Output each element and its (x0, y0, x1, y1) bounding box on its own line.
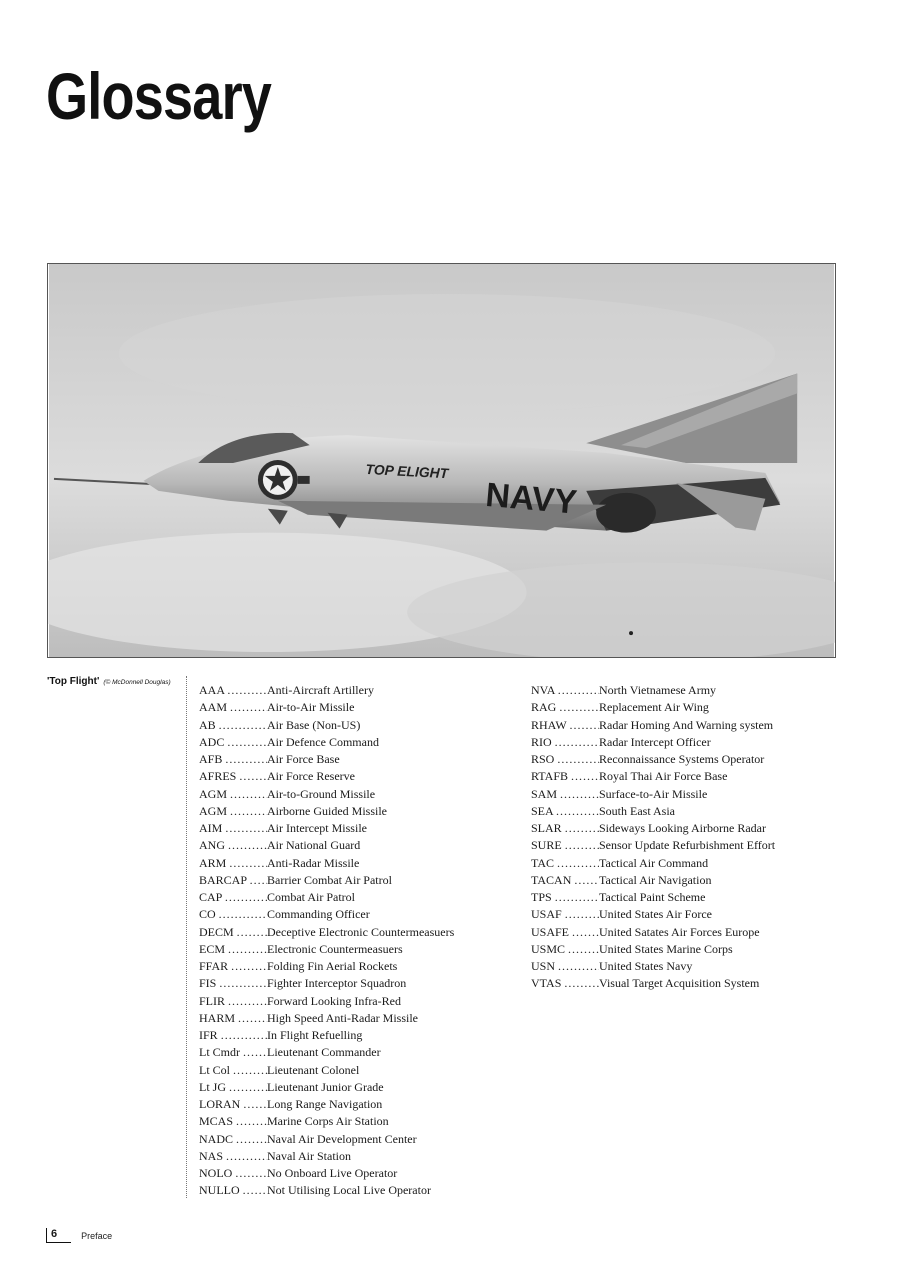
glossary-entry (199, 1044, 454, 1061)
glossary-term-box (199, 924, 267, 941)
dot-leader (236, 1113, 267, 1130)
glossary-term-box (199, 734, 267, 751)
glossary-term-box (199, 682, 267, 699)
glossary-entry (531, 751, 775, 768)
glossary-term: VTAS (531, 976, 562, 991)
glossary-term: Lt Col (199, 1062, 231, 1077)
glossary-term: SEA (531, 803, 554, 818)
glossary-term: NVA (531, 683, 555, 697)
glossary-term: AGM (199, 803, 228, 818)
glossary-term-box (531, 751, 599, 768)
glossary-term-box (199, 1182, 267, 1199)
glossary-entry (531, 820, 775, 837)
glossary-definition: United States Navy (599, 959, 693, 973)
glossary-term-box (531, 941, 599, 958)
glossary-term: AAA (199, 683, 225, 697)
glossary-entry (199, 699, 454, 716)
aircraft-name-marking: TOP ELIGHT (365, 460, 449, 482)
dot-leader (557, 855, 599, 872)
glossary-term-box (531, 717, 599, 734)
glossary-definition: Air-to-Air Missile (267, 700, 355, 715)
dot-leader (228, 993, 267, 1010)
dot-leader (564, 975, 599, 992)
dot-leader (557, 751, 599, 768)
dot-leader (228, 837, 267, 854)
glossary-entry (199, 872, 454, 889)
glossary-entry (531, 889, 775, 906)
glossary-term: RHAW (531, 717, 567, 732)
glossary-term: NADC (199, 1131, 234, 1146)
glossary-term: AB (199, 717, 216, 732)
glossary-entry (199, 1096, 454, 1113)
photo-caption (47, 676, 171, 687)
glossary-term-box (199, 699, 267, 716)
dot-leader (226, 1148, 267, 1165)
glossary-term-box (199, 1131, 267, 1148)
glossary-term-box (199, 889, 267, 906)
glossary-definition: Barrier Combat Air Patrol (267, 872, 392, 887)
dot-leader (228, 941, 267, 958)
glossary-term-box (531, 837, 599, 854)
glossary-entry (199, 975, 454, 992)
glossary-definition: Tactical Paint Scheme (599, 890, 706, 904)
glossary-entry (199, 734, 454, 751)
glossary-term: USN (531, 959, 556, 973)
glossary-term: TAC (531, 855, 555, 870)
dot-leader (219, 906, 267, 923)
glossary-term: RAG (531, 700, 557, 715)
glossary-definition: United Satates Air Forces Europe (599, 924, 760, 939)
column-divider (186, 676, 187, 1198)
glossary-term: AGM (199, 786, 228, 801)
glossary-definition: Lieutenant Junior Grade (267, 1079, 384, 1094)
glossary-term-box (199, 1079, 267, 1096)
glossary-definition: Anti-Aircraft Artillery (267, 683, 374, 697)
glossary-definition: Reconnaissance Systems Operator (599, 752, 765, 766)
section-name: Preface (81, 1230, 113, 1241)
glossary-term-box (199, 941, 267, 958)
glossary-term: CAP (199, 890, 222, 904)
glossary-term-box (199, 1027, 267, 1044)
glossary-term-box (199, 768, 267, 785)
glossary-term-box (531, 855, 599, 872)
glossary-term: RIO (531, 734, 552, 749)
glossary-entry (531, 682, 775, 699)
glossary-entry (199, 958, 454, 975)
glossary-definition: Combat Air Patrol (267, 890, 355, 904)
glossary-entry (199, 993, 454, 1010)
glossary-term-box (199, 1148, 267, 1165)
glossary-entry (199, 837, 454, 854)
aircraft-photo (47, 263, 836, 658)
glossary-term-box (199, 820, 267, 837)
glossary-entry (531, 975, 775, 992)
dot-leader (558, 682, 599, 699)
glossary-term: BARCAP (199, 872, 247, 887)
page-number: 6 (46, 1228, 71, 1243)
dot-leader (231, 958, 267, 975)
glossary-definition: Lieutenant Commander (267, 1045, 381, 1060)
dot-leader (221, 1027, 267, 1044)
glossary-term: IFR (199, 1028, 218, 1042)
glossary-term-box (531, 975, 599, 992)
glossary-definition: High Speed Anti-Radar Missile (267, 1010, 418, 1025)
glossary-term: USAF (531, 907, 562, 922)
glossary-term-box (199, 993, 267, 1010)
glossary-definition: Surface-to-Air Missile (599, 786, 708, 801)
dot-leader (219, 975, 267, 992)
glossary-definition: Not Utilising Local Live Operator (267, 1183, 431, 1198)
glossary-definition: Sideways Looking Airborne Radar (599, 821, 766, 835)
glossary-term-box (199, 1062, 267, 1079)
glossary-entry (199, 1079, 454, 1096)
glossary-term: SLAR (531, 821, 562, 835)
dot-leader (225, 889, 267, 906)
glossary-term: TACAN (531, 872, 572, 887)
glossary-term-box (199, 1096, 267, 1113)
glossary-term: Lt JG (199, 1079, 226, 1094)
glossary-entry (199, 751, 454, 768)
dot-leader (571, 768, 599, 785)
glossary-definition: Marine Corps Air Station (267, 1114, 389, 1129)
dot-leader (225, 751, 267, 768)
glossary-term-box (531, 958, 599, 975)
glossary-entry (531, 768, 775, 785)
glossary-entry (199, 906, 454, 923)
glossary-term: LORAN (199, 1097, 241, 1111)
glossary-definition: Anti-Radar Missile (267, 855, 360, 870)
glossary-term-box (199, 1044, 267, 1061)
glossary-term: NOLO (199, 1166, 233, 1180)
glossary-definition: Replacement Air Wing (599, 700, 709, 715)
glossary-term-box (199, 855, 267, 872)
dot-leader (559, 699, 599, 716)
glossary-definition: Air Defence Command (267, 734, 379, 749)
dot-leader (555, 889, 599, 906)
dot-leader (243, 1044, 267, 1061)
glossary-left-column (199, 682, 454, 1200)
glossary-definition: Electronic Countermeasuers (267, 941, 403, 956)
glossary-term: CO (199, 907, 216, 922)
glossary-term-box (199, 1113, 267, 1130)
glossary-term-box (199, 1165, 267, 1182)
glossary-term-box (531, 906, 599, 923)
glossary-entry (199, 889, 454, 906)
glossary-definition: Air-to-Ground Missile (267, 786, 376, 801)
glossary-term: ARM (199, 855, 227, 870)
glossary-entry (199, 803, 454, 820)
glossary-entry (199, 786, 454, 803)
dot-leader (225, 820, 267, 837)
dot-leader (229, 1079, 267, 1096)
glossary-definition: Tactical Air Command (599, 855, 709, 870)
glossary-entry (531, 837, 775, 854)
dot-leader (230, 786, 267, 803)
glossary-definition: Commanding Officer (267, 907, 370, 922)
glossary-definition: United States Air Force (599, 907, 712, 922)
glossary-term-box (199, 1010, 267, 1027)
glossary-entry (531, 786, 775, 803)
dot-leader (568, 941, 599, 958)
glossary-entry (531, 924, 775, 941)
glossary-entry (199, 717, 454, 734)
glossary-entry (199, 1062, 454, 1079)
dot-leader (233, 1062, 267, 1079)
glossary-term-box (531, 768, 599, 785)
glossary-definition: South East Asia (599, 803, 676, 818)
glossary-term: SURE (531, 838, 562, 853)
glossary-entry (199, 1113, 454, 1130)
page-footer (46, 1228, 112, 1243)
caption-credit: (© McDonnell Douglas) (103, 679, 171, 686)
glossary-term-box (531, 924, 599, 941)
glossary-term-box (531, 820, 599, 837)
glossary-term: AFB (199, 752, 223, 766)
dot-leader (572, 924, 599, 941)
glossary-term: ANG (199, 838, 225, 853)
glossary-definition: Tactical Air Navigation (599, 872, 712, 887)
glossary-term: FLIR (199, 993, 226, 1008)
glossary-definition: Air National Guard (267, 838, 361, 853)
glossary-term-box (531, 682, 599, 699)
glossary-definition: United States Marine Corps (599, 941, 733, 956)
glossary-term: NULLO (199, 1183, 240, 1198)
glossary-definition: Air Force Reserve (267, 769, 355, 784)
glossary-term-box (199, 975, 267, 992)
dot-leader (239, 768, 267, 785)
glossary-entry (531, 941, 775, 958)
dot-leader (230, 803, 267, 820)
dot-leader (558, 958, 599, 975)
glossary-definition: Deceptive Electronic Countermeasuers (267, 924, 455, 939)
glossary-definition: Forward Looking Infra-Red (267, 993, 401, 1008)
glossary-term-box (531, 872, 599, 889)
glossary-definition: No Onboard Live Operator (267, 1166, 398, 1180)
glossary-entry (531, 734, 775, 751)
glossary-term: AIM (199, 821, 223, 835)
glossary-term: NAS (199, 1148, 224, 1163)
glossary-term: DECM (199, 924, 234, 939)
glossary-definition: North Vietnamese Army (599, 683, 717, 697)
glossary-term: TPS (531, 890, 552, 904)
glossary-definition: Naval Air Station (267, 1148, 351, 1163)
glossary-term-box (531, 699, 599, 716)
dot-leader (565, 820, 599, 837)
glossary-term: MCAS (199, 1114, 234, 1129)
glossary-term: FIS (199, 976, 217, 991)
glossary-definition: In Flight Refuelling (267, 1028, 363, 1042)
glossary-entry (531, 717, 775, 734)
glossary-definition: Radar Homing And Warning system (599, 717, 774, 732)
glossary-term: SAM (531, 786, 558, 801)
dot-leader (565, 837, 599, 854)
glossary-entry (199, 1010, 454, 1027)
glossary-definition: Royal Thai Air Force Base (599, 769, 728, 784)
glossary-entry (199, 1165, 454, 1182)
glossary-term: RTAFB (531, 769, 568, 784)
dot-leader (230, 699, 267, 716)
page-title: Glossary (46, 59, 272, 133)
dot-leader (227, 682, 267, 699)
dot-leader (238, 1010, 267, 1027)
glossary-entry (199, 1148, 454, 1165)
glossary-term: AFRES (199, 769, 237, 784)
glossary-entry (199, 768, 454, 785)
glossary-definition: Air Base (Non-US) (267, 717, 361, 732)
glossary-term: FFAR (199, 959, 229, 973)
glossary-term-box (199, 751, 267, 768)
glossary-definition: Naval Air Development Center (267, 1131, 417, 1146)
glossary-term: Lt Cmdr (199, 1045, 240, 1060)
glossary-entry (531, 803, 775, 820)
caption-title: 'Top Flight' (47, 676, 100, 687)
glossary-entry (199, 820, 454, 837)
dot-leader (243, 1182, 267, 1199)
glossary-term-box (199, 958, 267, 975)
dot-leader (219, 717, 267, 734)
glossary-definition: Visual Target Acquisition System (599, 976, 760, 991)
dot-leader (556, 803, 599, 820)
glossary-term: ECM (199, 941, 226, 956)
glossary-definition: Folding Fin Aerial Rockets (267, 959, 398, 973)
glossary-entry (199, 682, 454, 699)
glossary-entry (531, 855, 775, 872)
dot-leader (237, 924, 267, 941)
glossary-definition: Radar Intercept Officer (599, 734, 711, 749)
dot-leader (560, 786, 599, 803)
glossary-term-box (199, 717, 267, 734)
dot-leader (236, 1131, 267, 1148)
glossary-entry (199, 1027, 454, 1044)
glossary-entry (531, 958, 775, 975)
dot-leader (229, 855, 267, 872)
glossary-term: AAM (199, 700, 228, 715)
glossary-term: USAFE (531, 924, 570, 939)
glossary-term-box (199, 803, 267, 820)
dot-leader (574, 872, 599, 889)
glossary-term-box (199, 837, 267, 854)
glossary-entry (531, 906, 775, 923)
glossary-term-box (531, 803, 599, 820)
glossary-entry (199, 924, 454, 941)
glossary-term-box (531, 734, 599, 751)
glossary-term: ADC (199, 734, 225, 749)
dot-leader (243, 1096, 267, 1113)
glossary-definition: Lieutenant Colonel (267, 1062, 360, 1077)
dot-leader (569, 717, 599, 734)
glossary-entry (531, 699, 775, 716)
glossary-term-box (531, 889, 599, 906)
glossary-term: USMC (531, 941, 566, 956)
dot-leader (565, 906, 599, 923)
glossary-term-box (199, 906, 267, 923)
dot-leader (235, 1165, 267, 1182)
glossary-definition: Sensor Update Refurbishment Effort (599, 838, 776, 853)
glossary-entry (199, 1131, 454, 1148)
glossary-entry (199, 1182, 454, 1199)
glossary-term-box (199, 872, 267, 889)
glossary-definition: Fighter Interceptor Squadron (267, 976, 407, 991)
dot-leader (227, 734, 267, 751)
glossary-term: HARM (199, 1010, 236, 1025)
glossary-right-column (531, 682, 775, 993)
dot-leader (555, 734, 599, 751)
glossary-entry (199, 855, 454, 872)
dot-leader (250, 872, 267, 889)
glossary-term-box (199, 786, 267, 803)
glossary-term: RSO (531, 752, 555, 766)
glossary-entry (199, 941, 454, 958)
navy-marking: NAVY (484, 475, 579, 522)
glossary-definition: Airborne Guided Missile (267, 803, 387, 818)
glossary-term-box (531, 786, 599, 803)
glossary-definition: Long Range Navigation (267, 1097, 383, 1111)
glossary-definition: Air Force Base (267, 752, 340, 766)
glossary-definition: Air Intercept Missile (267, 821, 367, 835)
glossary-entry (531, 872, 775, 889)
